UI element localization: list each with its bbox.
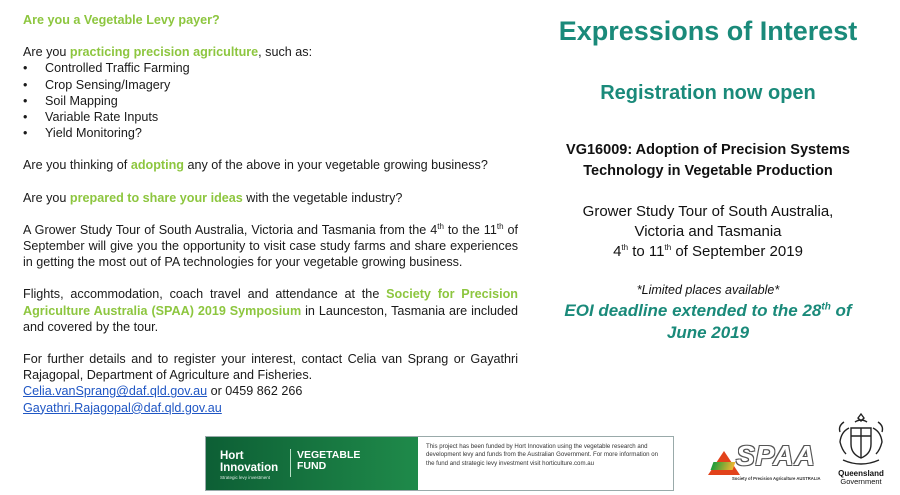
funding-statement: This project has been funded by Hort Innovation using the vegetable research and development levy and funds from the Australian Government. For more information on the fund and strategic levy investment visit horticulture.com.au: [426, 443, 659, 467]
share-highlight: prepared to share your ideas: [69, 190, 243, 205]
list-item: • Soil Mapping: [23, 93, 518, 109]
logo-divider: [290, 449, 291, 477]
hort-innovation-banner: [205, 436, 674, 491]
adopt-highlight: adopting: [130, 158, 184, 173]
levy-heading: Are you a Vegetable Levy payer?: [23, 13, 220, 27]
tour-line-2: Victoria and Tasmania: [634, 223, 782, 240]
list-item: • Controlled Traffic Farming: [23, 60, 518, 76]
tour-sup-1: th: [437, 221, 444, 231]
eoi-deadline: [528, 300, 888, 344]
date-sup-a: th: [621, 243, 629, 252]
tour-dates: [528, 242, 888, 262]
tour-line-1: Grower Study Tour of South Australia,: [582, 203, 834, 220]
government-label: Government: [840, 477, 882, 486]
date-b: to 11: [628, 243, 665, 260]
fund-line-2: FUND: [297, 460, 327, 472]
contact-paragraph: For further details and to register your interest, contact Celia van Sprang or Gayathri Rajagopal, Department of Agriculture and Fisheries.: [23, 352, 518, 383]
tour-text-1: A Grower Study Tour of South Australia, Victoria and Tasmania from the 4: [23, 222, 438, 237]
deadline-line-1: [528, 300, 888, 322]
queensland-government-logo: [826, 408, 896, 492]
deadline-a: EOI deadline extended to the 28: [564, 301, 822, 320]
deadline-line-2: June 2019: [666, 323, 750, 342]
tour-text-3: of September will give you the opportunity to visit case study farms and share experiences in getting the most out of PA technologies for your vegetable growing business.: [23, 222, 518, 270]
list-item: • Yield Monitoring?: [23, 125, 518, 141]
spaa-stripe-icon: [711, 462, 736, 470]
list-item: • Variable Rate Inputs: [23, 109, 518, 125]
hort-brand: [220, 450, 278, 474]
tour-paragraph: [23, 222, 518, 271]
fund-line-1: VEGETABLE: [297, 449, 361, 461]
pa-intro-post: , such as:: [258, 45, 313, 60]
contact-line-1: [23, 383, 518, 399]
limited-places: *Limited places available*: [636, 283, 780, 297]
email-link-celia[interactable]: Celia.vanSprang@daf.qld.gov.au: [23, 384, 208, 399]
vegetable-fund-label: [297, 450, 360, 472]
deadline-b: of: [830, 301, 852, 320]
pa-list: [23, 60, 518, 141]
tour-text-2: to the 11: [443, 222, 497, 237]
hort-tagline: Strategic levy investment: [220, 475, 271, 480]
share-post: with the vegetable industry?: [242, 190, 403, 205]
list-item: • Crop Sensing/Imagery: [23, 77, 518, 93]
pa-intro-pre: Are you: [23, 45, 70, 60]
pa-highlight: practicing precision agriculture: [69, 45, 259, 60]
contact-line-2: [23, 400, 518, 416]
share-pre: Are you: [23, 190, 70, 205]
hort-innovation-logo: [206, 437, 418, 490]
tour-details: [528, 202, 888, 262]
brand-line-1: Hort: [220, 450, 244, 462]
spaa-symposium-highlight: Society for Precision Agriculture Australia (SPAA) 2019 Symposium: [23, 287, 519, 318]
email-link-gayathri[interactable]: Gayathri.Rajagopal@daf.qld.gov.au: [23, 400, 222, 415]
deadline-sup: th: [821, 301, 831, 313]
share-question: [23, 190, 518, 206]
flights-post: in Launceston, Tasmania are included and covered by the tour.: [23, 303, 519, 334]
left-column: [23, 12, 518, 416]
brand-line-2: Innovation: [220, 462, 279, 474]
queensland-coat-of-arms-icon: [835, 408, 887, 468]
adopt-question: [23, 157, 518, 173]
eoi-title: Expressions of Interest: [558, 16, 858, 46]
flights-pre: Flights, accommodation, coach travel and attendance at the: [23, 287, 387, 302]
date-a: 4: [613, 243, 622, 260]
spaa-subtitle: Society of Precision Agriculture AUSTRALIA: [732, 476, 821, 481]
flights-paragraph: [23, 286, 518, 335]
adopt-post: any of the above in your vegetable growing business?: [183, 158, 488, 173]
spaa-logo: [706, 438, 821, 490]
spaa-logo-text: SPAA: [736, 440, 816, 471]
date-sup-b: th: [664, 243, 672, 252]
pa-intro: [23, 44, 518, 60]
queensland-label: Queensland: [838, 469, 884, 478]
date-c: of September 2019: [671, 243, 803, 260]
adopt-pre: Are you thinking of: [23, 158, 131, 173]
project-title: VG16009: Adoption of Precision Systems Technology in Vegetable Production: [566, 142, 850, 179]
tour-sup-2: th: [496, 221, 504, 231]
registration-open: Registration now open: [600, 82, 816, 104]
phone-number: or 0459 862 266: [207, 384, 303, 399]
